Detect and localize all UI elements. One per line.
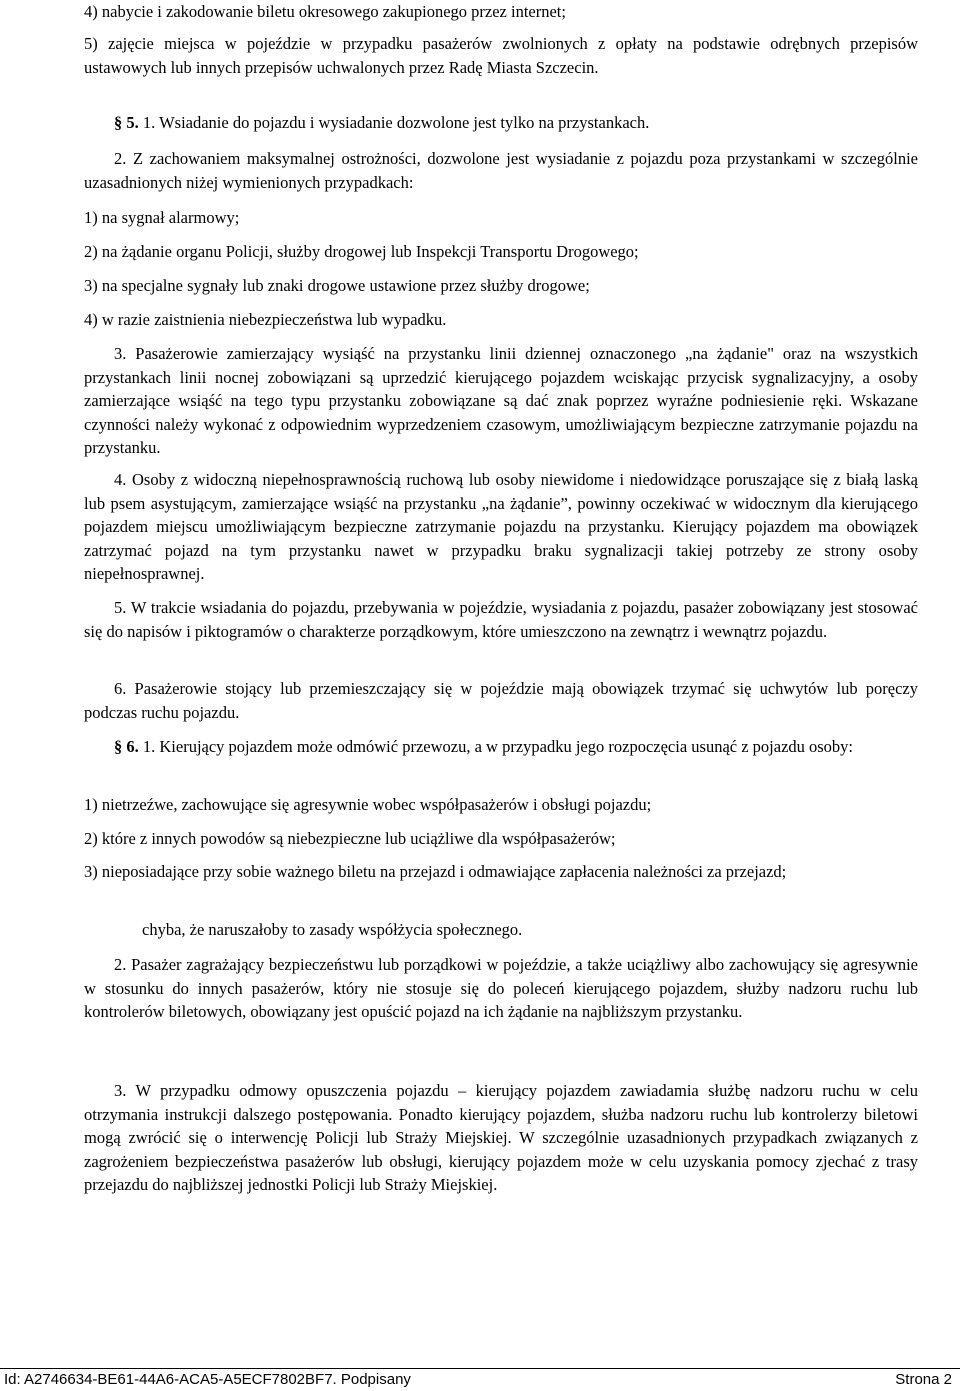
list-item-6-1-3: 3) nieposiadające przy sobie ważnego biletu na przejazd i odmawiające zapłacenia należności za przejazd;	[84, 862, 787, 881]
paragraph-5-1-text: 1. Wsiadanie do pojazdu i wysiadanie dozwolone jest tylko na przystankach.	[138, 113, 650, 132]
list-item-4: 4) nabycie i zakodowanie biletu okresowego zakupionego przez internet;	[84, 2, 566, 21]
page-number: Strona 2	[895, 1371, 952, 1388]
paragraph-6-1	[84, 735, 918, 759]
list-item-5-2-4: 4) w razie zaistnienia niebezpieczeństwa lub wypadku.	[84, 310, 447, 329]
paragraph-6-3: 3. W przypadku odmowy opuszczenia pojazdu – kierujący pojazdem zawiadamia służbę nadzoru ruchu w celu otrzymania instrukcji dalszego postępowania. Ponadto kierujący pojazdem, służba nadzoru ruchu lub kontrolerzy biletowi mogą zwrócić się o interwencję Policji lub Straży Miejskiej. W szczególnie uzasadnionych przypadkach związanych z zagrożeniem bezpieczeństwa pasażerów lub obsługi, kierujący pojazdem może w celu uzyskania pomocy zjechać z trasy przejazdu do najbliższej jednostki Policji lub Straży Miejskiej.	[84, 1081, 918, 1194]
paragraph-5-3: 3. Pasażerowie zamierzający wysiąść na przystanku linii dziennej oznaczonego „na żądanie" oraz na wszystkich przystankach linii nocnej zobowiązani są uprzedzić kierującego pojazdem wciskając przycisk sygnalizacyjny, a osoby zamierzające wsiąść na tego typu przystanku zobowiązane są dać znak poprzez wyraźne podniesienie ręki. Wskazane czynności należy wykonać z odpowiednim wyprzedzeniem czasowym, umożliwiającym bezpieczne zatrzymanie pojazdu na przystanku.	[84, 344, 918, 457]
paragraph-6-2: 2. Pasażer zagrażający bezpieczeństwu lub porządkowi w pojeździe, a także uciążliwy albo zachowujący się agresywnie w stosunku do innych pasażerów, który nie stosuje się do poleceń kierującego pojazdem, służby nadzoru ruchu lub kontrolerów biletowych, obowiązany jest opuścić pojazd na ich żądanie na najbliższym przystanku.	[84, 955, 918, 1021]
list-item-6-1-2: 2) które z innych powodów są niebezpieczne lub uciążliwe dla współpasażerów;	[84, 829, 616, 848]
list-item-5-2-2: 2) na żądanie organu Policji, służby drogowej lub Inspekcji Transportu Drogowego;	[84, 242, 639, 261]
paragraph-5-4: 4. Osoby z widoczną niepełnosprawnością ruchową lub osoby niewidome i niedowidzące poruszające się z białą laską lub psem asystującym, zamierzające wsiąść na przystanku „na żądanie”, powinny oczekiwać w widocznym dla kierującego pojazdem miejscu umożliwiającym bezpieczne zatrzymanie pojazdu na przystanku. Kierujący pojazdem ma obowiązek zatrzymać pojazd na tym przystanku nawet w przypadku braku sygnalizacji takiej potrzeby ze strony osoby niepełnosprawnej.	[84, 470, 918, 583]
paragraph-6-1-tail: chyba, że naruszałoby to zasady współżycia społecznego.	[142, 920, 523, 939]
section-5-number: § 5.	[114, 113, 139, 132]
list-item-5-2-1: 1) na sygnał alarmowy;	[84, 208, 240, 227]
paragraph-5-5: 5. W trakcie wsiadania do pojazdu, przebywania w pojeździe, wysiadania z pojazdu, pasażer zobowiązany jest stosować się do napisów i piktogramów o charakterze porządkowym, które umieszczono na zewnątrz i wewnątrz pojazdu.	[84, 598, 918, 641]
paragraph-5-2: 2. Z zachowaniem maksymalnej ostrożności, dozwolone jest wysiadanie z pojazdu poza przystankami w szczególnie uzasadnionych niżej wymienionych przypadkach:	[84, 149, 918, 192]
section-6-number: § 6.	[114, 737, 139, 756]
document-id: Id: A2746634-BE61-44A6-ACA5-A5ECF7802BF7. Podpisany	[4, 1371, 411, 1388]
paragraph-5-6: 6. Pasażerowie stojący lub przemieszczający się w pojeździe mają obowiązek trzymać się uchwytów lub poręczy podczas ruchu pojazdu.	[84, 679, 918, 722]
page-footer	[0, 1368, 960, 1391]
paragraph-6-1-text: 1. Kierujący pojazdem może odmówić przewozu, a w przypadku jego rozpoczęcia usunąć z pojazdu osoby:	[138, 737, 854, 756]
list-item-6-1-1: 1) nietrzeźwe, zachowujące się agresywnie wobec współpasażerów i obsługi pojazdu;	[84, 795, 652, 814]
list-item-5: 5) zajęcie miejsca w pojeździe w przypadku pasażerów zwolnionych z opłaty na podstawie odrębnych przepisów ustawowych lub innych przepisów uchwalonych przez Radę Miasta Szczecin.	[84, 34, 918, 77]
list-item-5-2-3: 3) na specjalne sygnały lub znaki drogowe ustawione przez służby drogowe;	[84, 276, 590, 295]
paragraph-5-1	[84, 111, 918, 135]
